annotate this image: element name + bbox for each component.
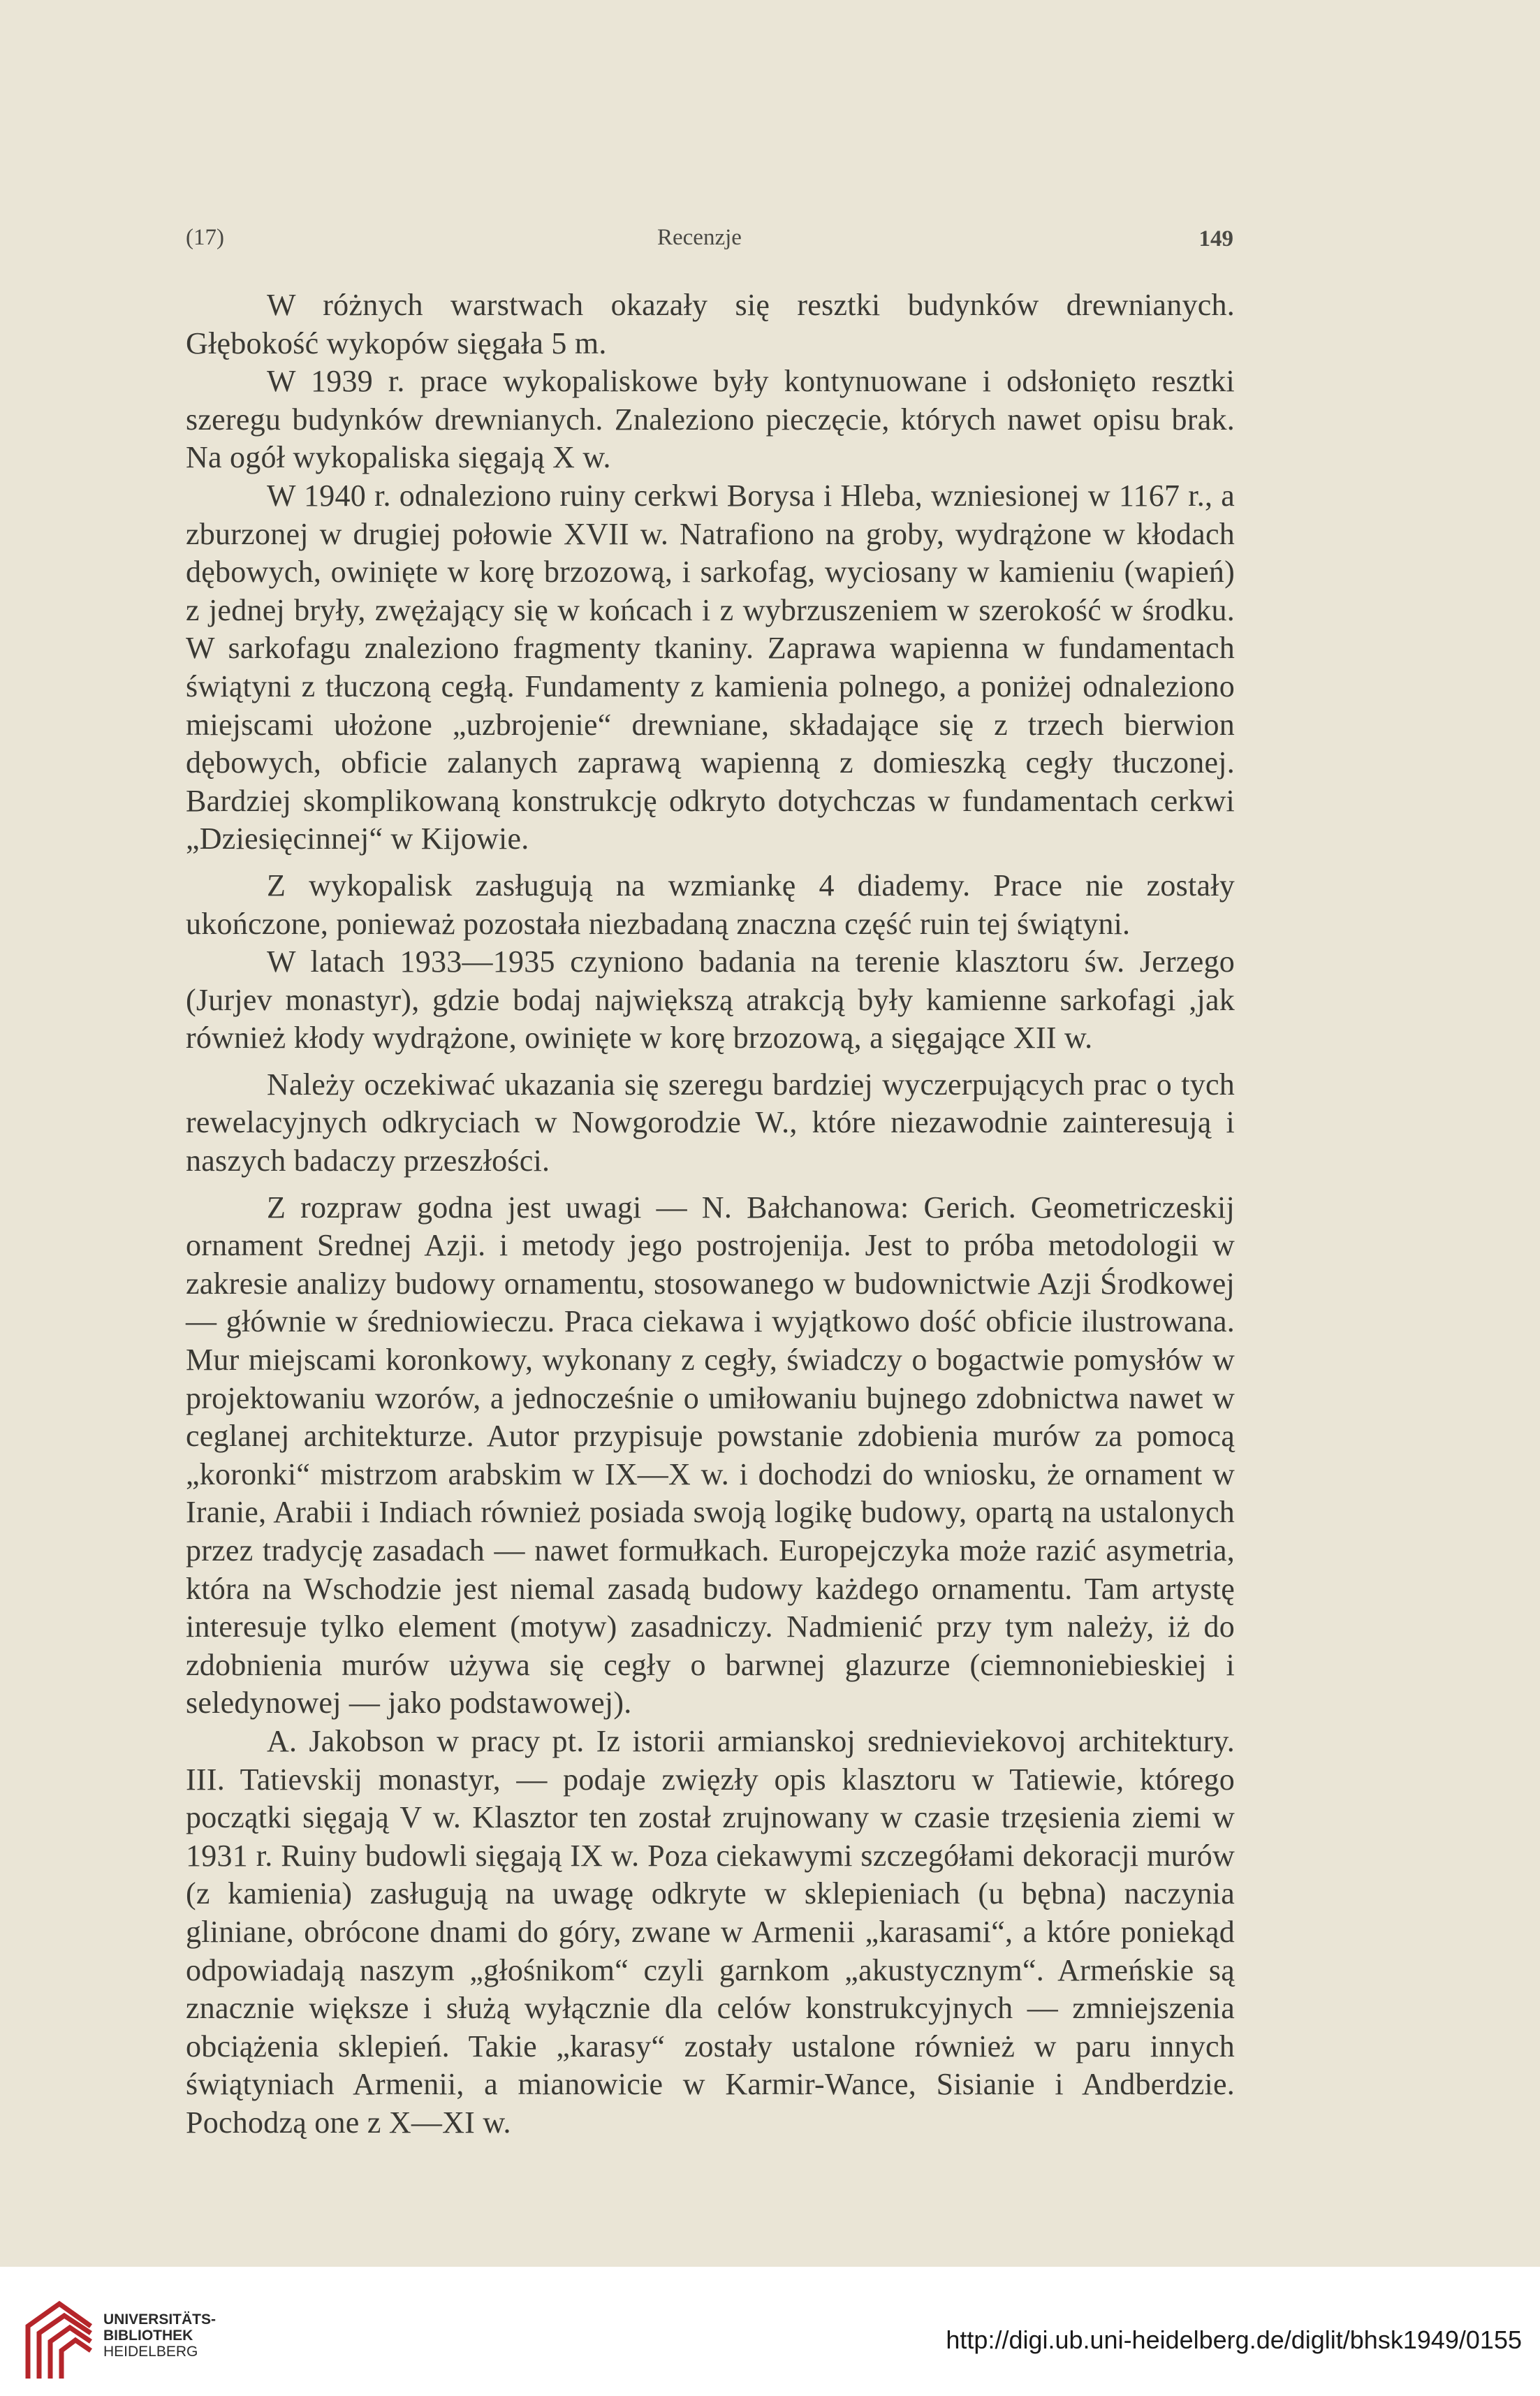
paragraph: Z rozpraw godna jest uwagi — N. Bałchanowa: Gerich. Geometriczeskij ornament Srednej Azji. i metody jego postrojenija. Jest to próba metodologii w zakresie analizy budowy ornamentu, stosowanego w budownictwie Azji Środkowej — głównie w średniowieczu. Praca ciekawa i wyjątkowo dość obficie ilustrowana. Mur miejscami koronkowy, wykonany z cegły, świadczy o bogactwie pomysłów w projektowaniu wzorów, a jednocześnie o umiłowaniu bujnego zdobnictwa nawet w ceglanej architekturze. Autor przypisuje powstanie zdobienia murów za pomocą „koronki“ mistrzom arabskim w IX—X w. i dochodzi do wniosku, że ornament w Iranie, Arabii i Indiach również posiada swoją logikę budowy, opartą na ustalonych przez tradycję zasadach — nawet formułkach. Europejczyka może razić asymetria, która na Wschodzie jest niemal zasadą budowy każdego ornamentu. Tam artystę interesuje tylko element (motyw) zasadniczy. Nadmienić przy tym należy, iż do zdobnienia murów używa się cegły o barwnej glazurze (ciemnoniebieskiej i seledynowej — jako podstawowej). xyxy=(186,1190,1235,1721)
paragraph: W różnych warstwach okazały się resztki budynków drewnianych. Głębokość wykopów sięgała 5 m. xyxy=(186,288,1235,360)
body-text xyxy=(186,286,1235,2142)
paragraph: W 1939 r. prace wykopaliskowe były kontynuowane i odsłonięto resztki szeregu budynków drewnianych. Znaleziono pieczęcie, których nawet opisu brak. Na ogół wykopaliska sięgają X w. xyxy=(186,364,1235,475)
permalink-url[interactable]: http://digi.ub.uni-heidelberg.de/diglit/bhsk1949/0155 xyxy=(946,2325,1522,2354)
digitization-footer xyxy=(0,2267,1540,2396)
library-name xyxy=(103,2311,216,2360)
paragraph: W 1940 r. odnaleziono ruiny cerkwi Borysa i Hleba, wzniesionej w 1167 r., a zburzonej w drugiej połowie XVII w. Natrafiono na groby, wydrążone w kłodach dębowych, owinięte w korę brzozową, i sarkofag, wyciosany w kamieniu (wapień) z jednej bryły, zwężający się w końcach i z wybrzuszeniem w szerokość w środku. W sarkofagu znaleziono fragmenty tkaniny. Zaprawa wapienna w fundamentach świątyni z tłuczoną cegłą. Fundamenty z kamienia polnego, a poniżej odnaleziono miejscami ułożone „uzbrojenie“ drewniane, składające się z trzech bierwion dębowych, obficie zalanych zaprawą wapienną z domieszką cegły tłuczonej. Bardziej skomplikowaną konstrukcję odkryto dotychczas w fundamentach cerkwi „Dziesięcinnej“ w Kijowie. xyxy=(186,478,1235,856)
running-header xyxy=(186,218,1233,260)
paragraph: A. Jakobson w pracy pt. Iz istorii armianskoj srednieviekovoj architektury. III. Tatievskij monastyr, — podaje zwięzły opis klasztoru w Tatiewie, którego początki sięgają V w. Klasztor ten został zrujnowany w czasie trzęsienia ziemi w 1931 r. Ruiny budowli sięgają IX w. Poza ciekawymi szczegółami dekoracji murów (z kamienia) zasługują na uwagę odkryte w sklepieniach (u bębna) naczynia gliniane, obrócone dnami do góry, zwane w Armenii „karasami“, a które poniekąd odpowiadają naszym „głośnikom“ czyli garnkom „akustycznym“. Armeńskie są znacznie większe i służą wyłącznie dla celów konstrukcyjnych — zmniejszenia obciążenia sklepień. Takie „karasy“ zostały ustalone również w paru innych świątyniach Armenii, a mianowicie w Karmir-Wance, Sisianie i Andberdzie. Pochodzą one z X—XI w. xyxy=(186,1723,1235,2140)
university-library-logo-icon xyxy=(21,2298,98,2382)
paragraph: W latach 1933—1935 czyniono badania na terenie klasztoru św. Jerzego (Jurjev monastyr), gdzie bodaj największą atrakcją były kamienne sarkofagi ,jak również kłody wydrążone, owinięte w korę brzozową, a sięgające XII w. xyxy=(186,944,1235,1055)
paragraph: Z wykopalisk zasługują na wzmiankę 4 diademy. Prace nie zostały ukończone, ponieważ pozostała niezbadaną znaczna część ruin tej świątyni. xyxy=(186,868,1235,941)
library-name-line: BIBLIOTHEK xyxy=(103,2328,193,2344)
library-name-line: UNIVERSITÄTS- xyxy=(103,2311,217,2328)
paragraph: Należy oczekiwać ukazania się szeregu bardziej wyczerpujących prac o tych rewelacyjnych odkryciach w Nowgorodzie W., które niezawodnie zainteresują i naszych badaczy przeszłości. xyxy=(186,1067,1235,1178)
section-title: Recenzje xyxy=(657,225,742,250)
library-name-line: HEIDELBERG xyxy=(103,2344,198,2360)
section-number: (17) xyxy=(186,225,224,250)
page-number: 149 xyxy=(1198,226,1233,251)
